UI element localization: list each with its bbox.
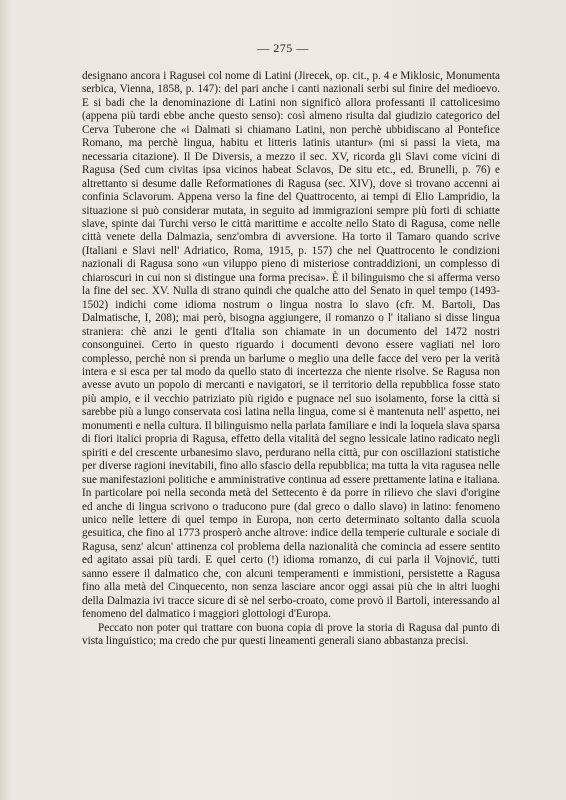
paragraph-2: Peccato non poter qui trattare con buona copia di prove la storia di Ragusa dal punto di vista linguistico; ma credo che pur questi lineamenti generali siano abbastanza precisi. (82, 621, 500, 648)
paragraph-1: designano ancora i Ragusei col nome di Latini (Jirecek, op. cit., p. 4 e Miklosic, Monumenta serbica, Vienna, 1858, p. 147): del pari anche i canti nazionali serbi sul finire del medioevo. E si badi che la denominazione di Latini non significò allora professanti il cattolicesimo (appena più tardi ebbe anche questo senso): così almeno risulta dal giudizio categorico del Cerva Tuberone che «i Dalmati si chiamano Latini, non perchè ubbidiscano al Pontefice Romano, ma perchè lingua, habitu et litteris latinis utantur» (mi si passi la vieta, ma necessaria citazione). Il De Diversis, a mezzo il sec. XV, ricorda gli Slavi come vicini di Ragusa (Sed cum civitas ipsa vicinos habeat Sclavos, De situ etc., ed. Brunelli, p. 76) e altrettanto si desume dalle Reformationes di Ragusa (sec. XIV), dove si trovano accenni ai confinia Sclavorum. Appena verso la fine del Quattrocento, ai tempi di Elio Lampridio, la situazione si può considerar mutata, in seguito ad immigrazioni sempre più forti di schiatte slave, spinte dai Turchi verso le città marittime e accolte nello Stato di Ragusa, come nelle città venete della Dalmazia, senz'ombra di avversione. Ha torto il Tamaro quando scrive (Italiani e Slavi nell' Adriatico, Roma, 1915, p. 157) che nel Quattrocento le condizioni nazionali di Ragusa sono «un viluppo pieno di misteriose contraddizioni, un complesso di chiaroscuri in cui non si distingue una forma precisa». È il bilinguismo che si afferma verso la fine del sec. XV. Nulla di strano quindi che qualche atto del Senato in quel tempo (1493-1502) indichi come idioma nostrum o lingua nostra lo slavo (cfr. M. Bartoli, Das Dalmatische, I, 208); mai però, bisogna aggiungere, il romanzo o l' italiano si disse lingua straniera: chè anzi le genti d'Italia son chiamate in un documento del 1472 nostri consonguinei. Certo in questo riguardo i documenti devono essere vagliati nel loro complesso, perchè non si prenda un barlume o meglio una delle facce del vero per la verità intera e si esca per tal modo da quello stato di incertezza che niente risolve. Se Ragusa non avesse avuto un popolo di mercanti e navigatori, se il territorio della repubblica fosse stato più ampio, e il vecchio patriziato più rigido e pugnace nel suo isolamento, forse la città si sarebbe più a lungo conservata così latina nella lingua, come si è mantenuta nell' aspetto, nei monumenti e nella cultura. Il bilinguismo nella parlata familiare e indi la loquela slava sparsa di fiori italici propria di Ragusa, effetto della vitalità del segno lessicale latino radicato negli spiriti e del crescente urbanesimo slavo, perdurano nella città, pur con oscillazioni statistiche per diverse ragioni inevitabili, fino allo sfascio della repubblica; ma tutta la vita ragusea nelle sue manifestazioni politiche e amministrative continua ad essere prettamente latina e italiana. In particolare poi nella seconda metà del Settecento è da porre in rilievo che slavi d'origine ed anche di lingua scrivono o traducono pure (dal greco o dallo slavo) in latino: fenomeno unico nelle lettere di quel tempo in Europa, non certo determinato soltanto dalla scuola gesuitica, che fino al 1773 prosperò anche altrove: indice della temperie culturale e sociale di Ragusa, senz' alcun' attinenza col problema della nazionalità che comincia ad essere sentito ed agitato assai più tardi. E quel certo (!) idioma romanzo, di cui parla il Vojnović, tutti sanno essere il dalmatico che, con alcuni temperamenti e immistioni, persistette a Ragusa fino alla metà del Cinquecento, non senza lasciare ancor oggi assai più che in altri luoghi della Dalmazia ivi tracce sicure di sè nel serbo-croato, come provò il Bartoli, interessando al fenomeno del dalmatico i maggiori glottologi d'Europa. (82, 70, 500, 621)
body-text (82, 70, 500, 648)
page-number: — 275 — (257, 41, 309, 55)
